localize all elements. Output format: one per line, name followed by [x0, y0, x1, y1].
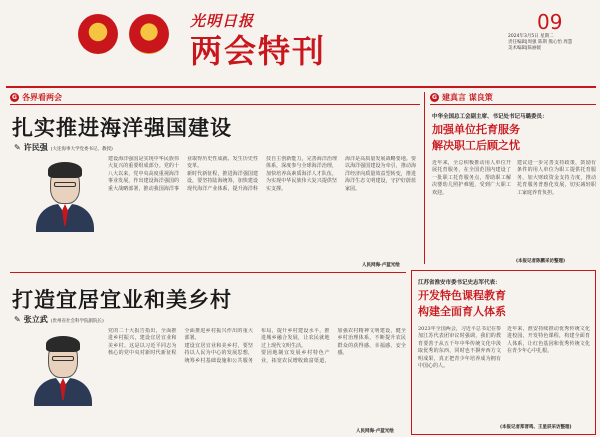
- pen-icon: ✎: [14, 143, 21, 152]
- issue-meta-line: 2024年3月5日 星期二: [508, 34, 554, 39]
- section-tag-label: 建真言 谋良策: [442, 93, 493, 102]
- side-article-title-line: 加强单位托育服务: [432, 123, 520, 136]
- section-underline: [430, 104, 596, 105]
- section-underline: [10, 104, 420, 105]
- article-paragraph: 2023年全国两会，习近平总书记在参加江苏代表团审议时强调，我们的教育要善于从五千年中华传统文化中汲取优秀的东西，同时也不摒弃西方文明成果，真正把青少年培养成为拥有中国心的人。: [418, 326, 501, 370]
- author-portrait: [32, 334, 94, 406]
- issue-meta-line: 责任编辑|周强 陈斯 熊心怡 周慧: [508, 40, 573, 45]
- side-article-title: [418, 288, 506, 320]
- side-article-title-line: 开发特色课程教育: [418, 289, 506, 302]
- section-tag-right: [430, 92, 493, 103]
- article-signature: 人民网海·卢蓝光绘: [356, 429, 394, 434]
- page-header: [0, 0, 600, 78]
- article-signature: 人民网海·卢蓝光绘: [362, 263, 400, 268]
- author-affiliation: (贵州省社会科学院副院长): [50, 319, 104, 324]
- article-title: 打造宜居宜业和美乡村: [12, 288, 232, 312]
- side-article-title-line: 构建全面育人体系: [418, 305, 506, 318]
- author-name: 张立武: [23, 314, 48, 324]
- cppcc-emblem-icon: [129, 14, 169, 54]
- side-article-body: [418, 326, 590, 422]
- pen-icon: ✎: [14, 315, 21, 324]
- article-body: [108, 328, 406, 428]
- article-paragraph: 建设宜居宜业和美乡村，要坚持以人民为中心的发展思想，统筹乡村基础设施和公共服务布局，提升乡村建设水平，推进城乡融合发展，让农民就地过上现代文明生活。: [184, 328, 330, 364]
- article-paragraph: 要因地制宜发展乡村特色产业，拓宽农民增收致富渠道，加强农村精神文明建设，健全乡村治理体系，不断提升农民群众的获得感、幸福感、安全感。: [261, 328, 406, 364]
- article-paragraph: 建议进一步完善支持政策，鼓励有条件的用人单位为职工提供托育服务，加大财政资金支持力度，推动托育服务普惠化发展，切实减轻职工家庭养育负担。: [517, 160, 596, 196]
- page-number: 09: [537, 10, 563, 34]
- section-marker-icon: G: [430, 93, 439, 102]
- article-byline: [14, 314, 104, 325]
- author-name: 许民强: [23, 142, 48, 152]
- article-paragraph: 党的二十大报告指出，全面推进乡村振兴，建设宜居宜业和美乡村。这是以习近平同志为核心的党中央对新时代新征程全面推进乡村振兴作出的重大部署。: [108, 328, 253, 357]
- article-body: [108, 156, 416, 260]
- national-emblem-icon: [78, 14, 118, 54]
- newspaper-brand: 光明日报: [190, 12, 255, 30]
- side-article-title: [432, 122, 520, 154]
- issue-meta-line: 美术编辑|陈丽媛: [508, 46, 542, 51]
- article-divider: [10, 272, 406, 273]
- header-rule: [6, 86, 596, 88]
- issue-meta: [508, 34, 596, 52]
- article-paragraph: 海洋是高质量发展战略要地。要以海洋强国建设为牵引，推动海洋经济向质量效益型转变，推进海洋生态文明建设，守护好蔚蓝家园。: [345, 156, 416, 192]
- article-paragraph: 近年来，全总积极推动用人单位开展托育服务，在全国范围内建设了一批职工托育服务点，帮助职工解决婴幼儿照护难题，受到广大职工欢迎。: [432, 160, 511, 196]
- special-issue-title: 两会特刊: [190, 32, 327, 70]
- column-divider: [424, 92, 425, 264]
- section-marker-icon: G: [10, 93, 19, 102]
- side-article-body: [432, 160, 596, 256]
- article-byline: [14, 142, 113, 153]
- side-article-kicker: 江苏省淮安市委书记史志军代表：: [418, 280, 501, 286]
- article-paragraph: 近年来，淮安持续推动优秀传统文化进校园，开发特色课程，构建全面育人体系，让红色基因和优秀传统文化在青少年心中扎根。: [507, 326, 590, 355]
- section-tag-label: 各界看两会: [22, 93, 62, 102]
- article-signature: (本报记者陈鹏采访整理): [516, 259, 566, 264]
- side-article-title-line: 解决职工后顾之忧: [432, 139, 520, 152]
- author-portrait: [34, 160, 96, 232]
- author-affiliation: (大连海事大学党委书记、教授): [50, 147, 113, 152]
- article-paragraph: 新时代新征程，推进海洋强国建设，要坚持陆海统筹，加快建设现代海洋产业体系，提升海洋科技自主创新能力，完善海洋治理体系，深度参与全球海洋治理，加快培养高素质海洋人才队伍，为实现中华民族伟大复兴提供坚实支撑。: [187, 156, 337, 192]
- section-tag-left: [10, 92, 62, 103]
- article-paragraph: 建设海洋强国是实现中华民族伟大复兴的重要组成部分。党的十八大以来，党中央高度重视海洋事业发展，作出建设海洋强国的重大战略部署，推动我国海洋事业取得历史性成就、发生历史性变革。: [108, 156, 258, 192]
- side-article-kicker: 中华全国总工会副主席、书记处书记马璐委员：: [432, 114, 548, 120]
- article-signature: (本报记者郑晋鸣、王星辰采访整理): [500, 425, 572, 430]
- article-title: 扎实推进海洋强国建设: [12, 116, 232, 140]
